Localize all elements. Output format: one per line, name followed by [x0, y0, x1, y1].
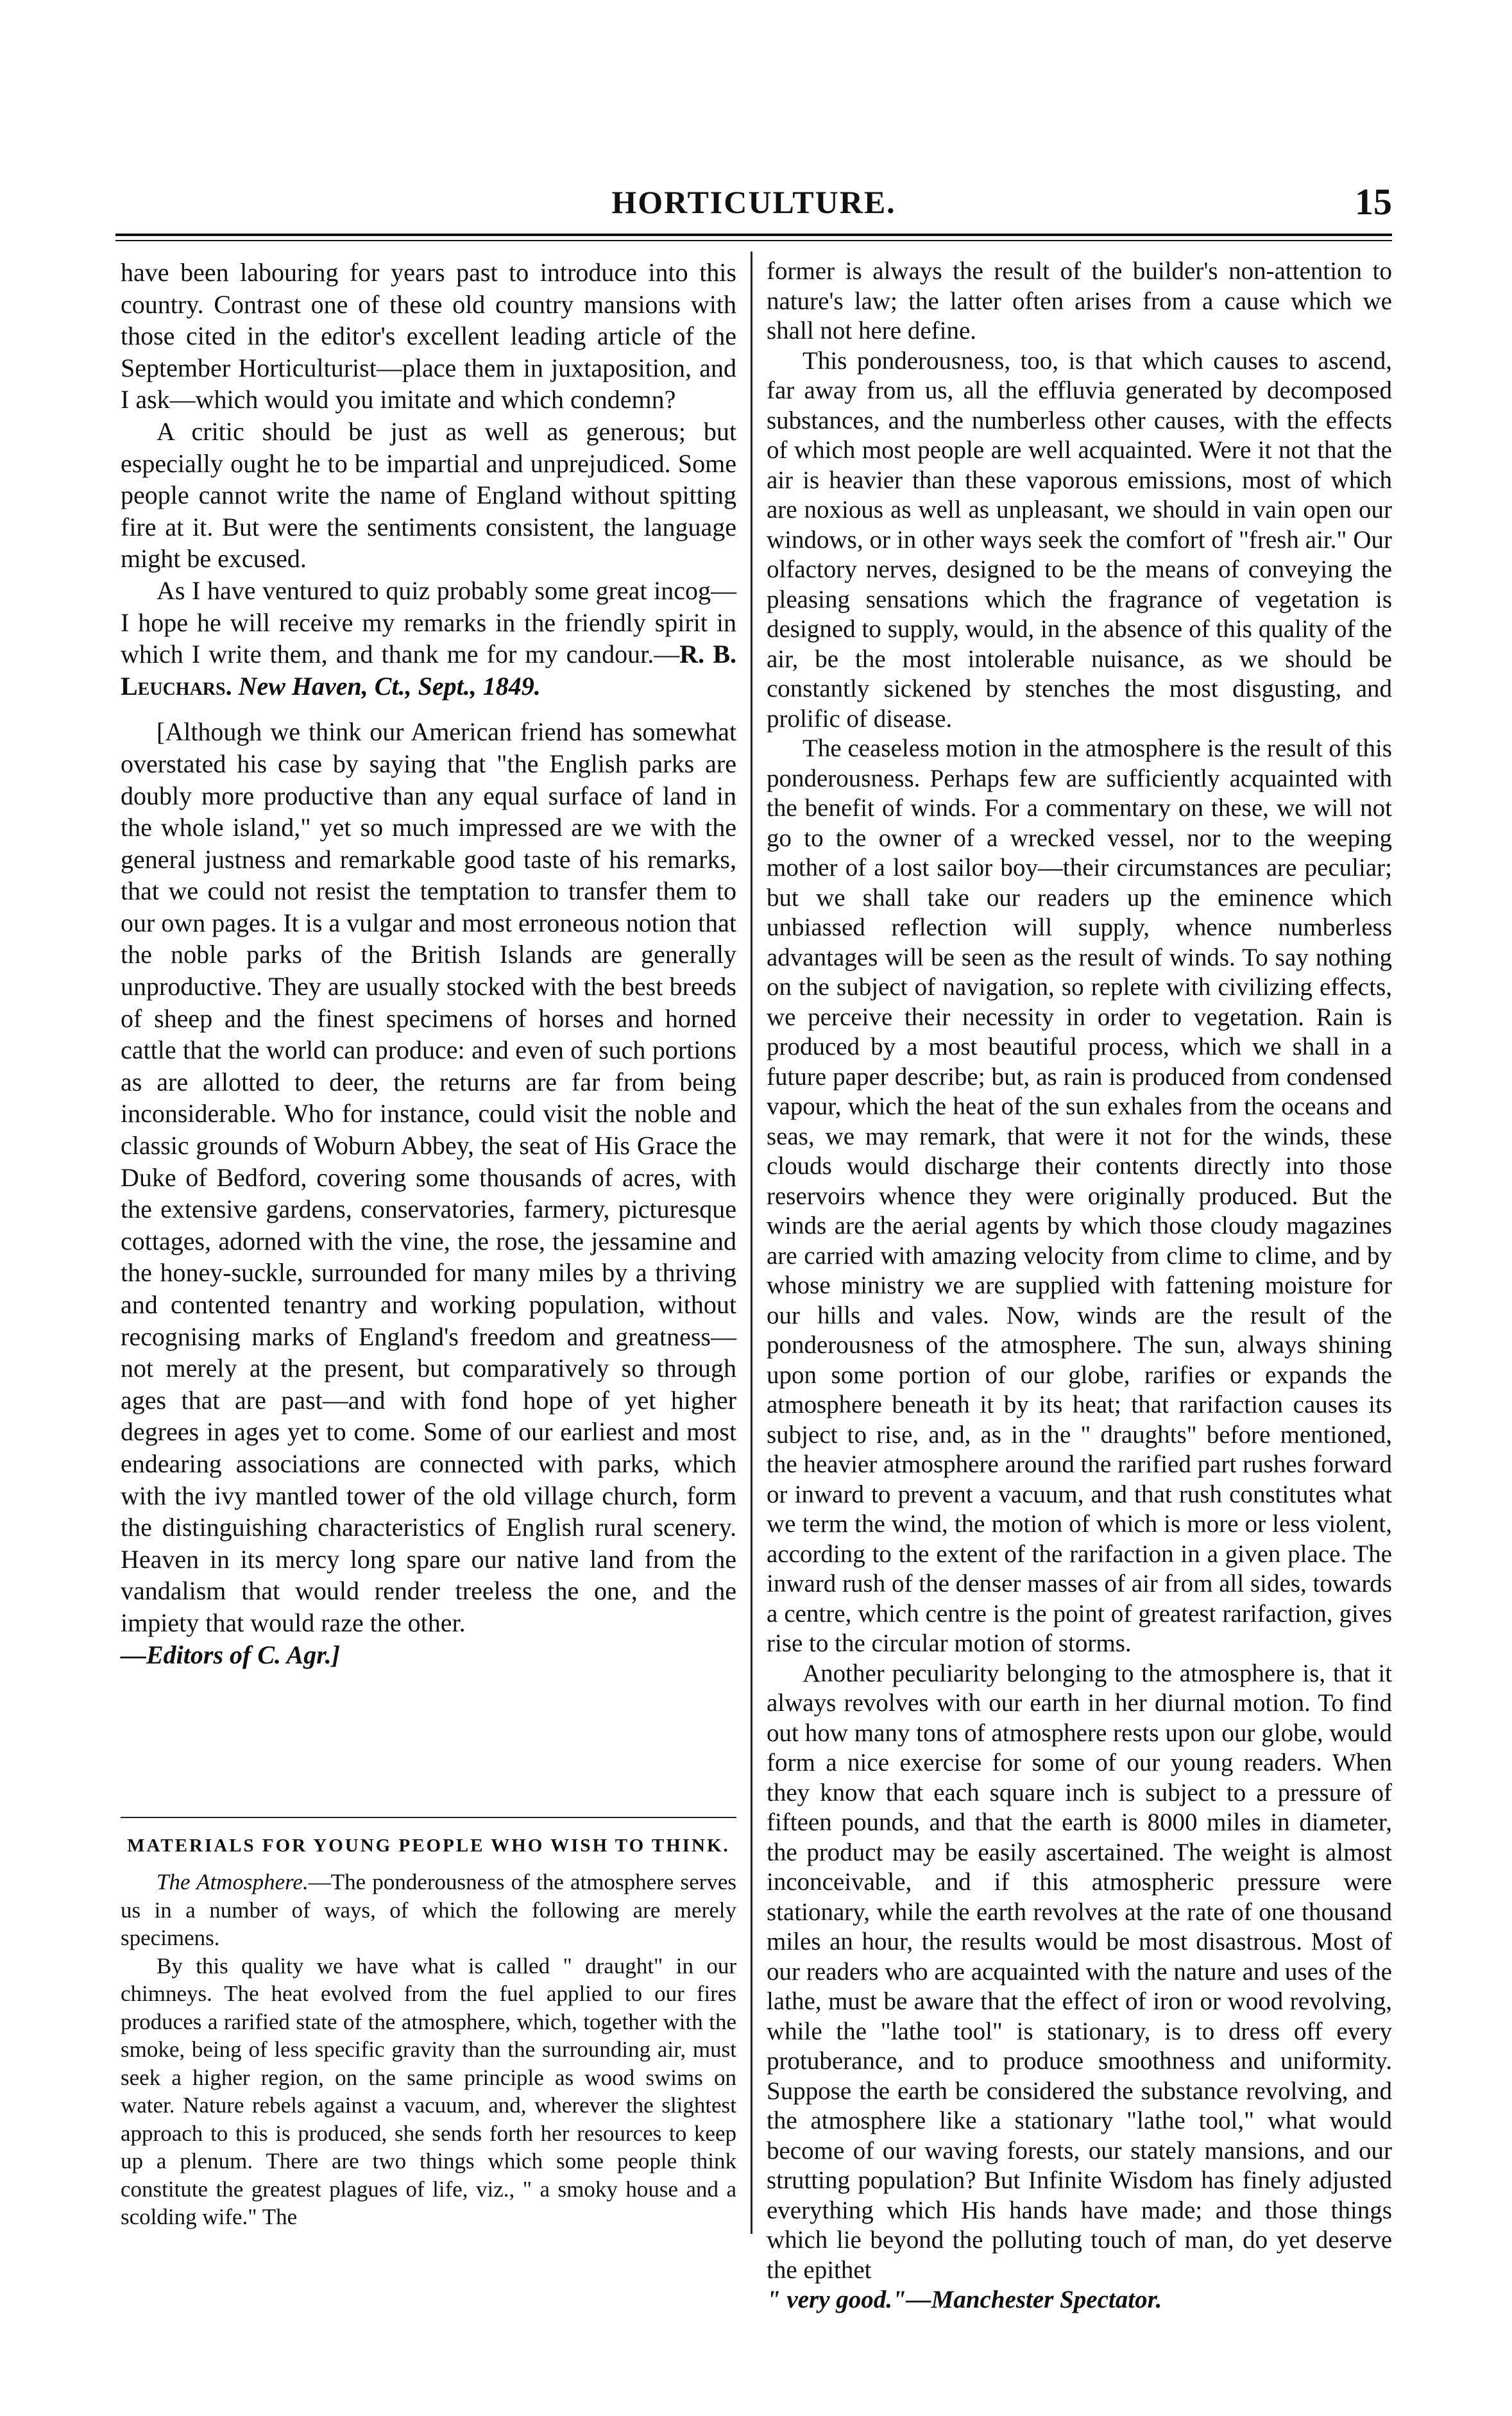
atmosphere-intro-text: —The ponderousness of the atmosphere serves us in a number of ways, of which the following are merely specimens.	[121, 1869, 736, 1950]
paragraph-signoff	[121, 575, 736, 702]
running-head	[115, 176, 1392, 228]
header-rule-thin	[115, 240, 1392, 241]
left-column	[121, 257, 736, 1671]
paragraph-builder: former is always the result of the builder's non-attention to nature's law; the latter often arises from a cause which we shall not here define.	[767, 257, 1392, 345]
paragraph-ponderousness: This ponderousness, too, is that which causes to ascend, far away from us, all the effluvia generated by decomposed substances, and the numberless other causes, with the effects of which most people are well acquainted. Were it not that the air is heavier than these vaporous emissions, most of which are noxious as well as unpleasant, we should in vain open our windows, or in other ways seek the comfort of "fresh air." Our olfactory nerves, designed to be the means of conveying the pleasing sensations which the fragrance of vegetation is designed to supply, would, in the absence of this quality of the air, be the most intolerable nuisance, as we should be constantly sickened by stenches the most disgusting, and prolific of disease.	[767, 346, 1392, 733]
page-number: 15	[1355, 181, 1392, 223]
section-heading: MATERIALS FOR YOUNG PEOPLE WHO WISH TO THINK.	[127, 1835, 730, 1856]
section-rule	[121, 1817, 736, 1818]
paragraph-winds: The ceaseless motion in the atmosphere is the result of this ponderousness. Perhaps few are sufficiently acquainted with the benefit of winds. For a commentary on these, we will not go to the owner of a wrecked vessel, nor to the weeping mother of a lost sailor boy—their circumstances are peculiar; but we shall take our readers up the eminence which unbiassed reflection will supply, whence numberless advantages will be seen as the result of winds. To say nothing on the subject of navigation, so replete with civilizing effects, we perceive their necessity in order to vegetation. Rain is produced by a most beautiful process, which we shall in a future paper describe; but, as rain is produced from condensed vapour, which the heat of the sun exhales from the oceans and seas, we may remark, that were it not for the winds, these clouds would discharge their contents directly into those reservoirs whence they were originally produced. But the winds are the aerial agents by which those cloudy magazines are carried with amazing velocity from clime to clime, and by whose ministry we are supplied with fattening moisture for our hills and vales. Now, winds are the result of the ponderousness of the atmosphere. The sun, always shining upon some portion of our globe, rarifies or expands the atmosphere beneath it by its heat; that rarifaction causes its subject to rise, and, as in the " draughts" before mentioned, the heavier atmosphere around the rarified part rushes forward or inward to prevent a vacuum, and that rush constitutes what we term the wind, the motion of which is more or less violent, according to the extent of the rarifaction in a given place. The inward rush of the denser masses of air from all sides, towards a centre, which centre is the point of greatest rarifaction, gives rise to the circular motion of storms.	[767, 735, 1392, 1657]
column-divider	[751, 251, 752, 2234]
editor-signature: —Editors of C. Agr.]	[121, 1640, 340, 1669]
running-title: HORTICULTURE.	[611, 184, 896, 220]
paragraph-critic: A critic should be just as well as generous; but especially ought he to be impartial and unprejudiced. Some people cannot write the name of England without spitting fire at it. But were the sentiments consistent, the language might be excused.	[121, 416, 736, 574]
header-rule-thick	[115, 234, 1392, 236]
article-source: " very good."—Manchester Spectator.	[767, 2286, 1162, 2313]
author-place-date: New Haven, Ct., Sept., 1849.	[238, 671, 541, 701]
atmosphere-article-start	[121, 1868, 736, 2231]
editor-note: [Although we think our American friend has somewhat overstated his case by saying that "the English parks are doubly more productive than any equal surface of land in the whole island," yet so much impressed are we with the general justness and remarkable good taste of his remarks, that we could not resist the temptation to transfer them to our own pages. It is a vulgar and most erroneous notion that the noble parks of the British Islands are generally unproductive. They are usually stocked with the best breeds of sheep and the finest specimens of horses and horned cattle that the world can produce: and even of such portions as are allotted to deer, the returns are far from being inconsiderable. Who for instance, could visit the noble and classic grounds of Woburn Abbey, the seat of His Grace the Duke of Bedford, covering some thousands of acres, with the extensive gardens, conservatories, farmery, picturesque cottages, adorned with the vine, the rose, the jessamine and the honey-suckle, surrounded for many miles by a thriving and contented tenantry and working population, without recognising marks of England's freedom and greatness—not merely at the present, but comparatively so through ages that are past—and with fond hope of yet higher degrees in ages yet to come. Some of our earliest and most endearing associations are connected with parks, which with the ivy mantled tower of the old village church, form the distinguishing characteristics of English rural scenery. Heaven in its mercy long spare our native land from the vandalism that would render treeless the one, and the impiety that would raze the other.	[121, 717, 736, 1637]
atmosphere-intro	[121, 1868, 736, 1952]
right-column	[767, 257, 1392, 2315]
paragraph-continuation: have been labouring for years past to introduce into this country. Contrast one of these old country mansions with those cited in the editor's excellent leading article of the September Horticulturist—place them in juxtaposition, and I ask—which would you imitate and which condemn?	[121, 258, 736, 414]
paragraph-revolves: Another peculiarity belonging to the atmosphere is, that it always revolves with our earth in her diurnal motion. To find out how many tons of atmosphere rests upon our globe, would form a nice exercise for some of our young readers. When they know that each square inch is subject to a pressure of fifteen pounds, and that the earth is 8000 miles in diameter, the product may be easily ascertained. The weight is almost inconceivable, and if this atmospheric pressure were stationary, while the earth revolves at the rate of one thousand miles an hour, the results would be most disastrous. Most of our readers who are acquainted with the nature and uses of the lathe, must be aware that the effect of iron or wood revolving, while the "lathe tool" is stationary, is to dress off every protuberance, and to produce smoothness and uniformity. Suppose the earth be considered the substance revolving, and the atmosphere like a stationary "lathe tool," what would become of our waving forests, our stately mansions, and our strutting population? But Infinite Wisdom has finely adjusted everything which His hands have made; and those things which lie beyond the polluting touch of man, do yet deserve the epithet	[767, 1659, 1392, 2284]
signoff-text: As I have ventured to quiz probably some great incog—I hope he will receive my remarks in the friendly spirit in which I write them, and thank me for my candour.—	[121, 575, 736, 669]
author-name: R. B. Leuchars.	[121, 640, 736, 701]
draught-paragraph: By this quality we have what is called " draught" in our chimneys. The heat evolved from the fuel applied to our fires produces a rarified state of the atmosphere, which, together with the smoke, being of less specific gravity than the surrounding air, must seek a higher region, on the same principle as wood swims on water. Nature rebels against a vacuum, and, wherever the slightest approach to this is produced, she sends forth her resources to keep up a plenum. There are two things which some people think constitute the greatest plagues of life, viz., " a smoky house and a scolding wife." The	[121, 1953, 736, 2229]
atmosphere-title: The Atmosphere.	[157, 1869, 309, 1894]
